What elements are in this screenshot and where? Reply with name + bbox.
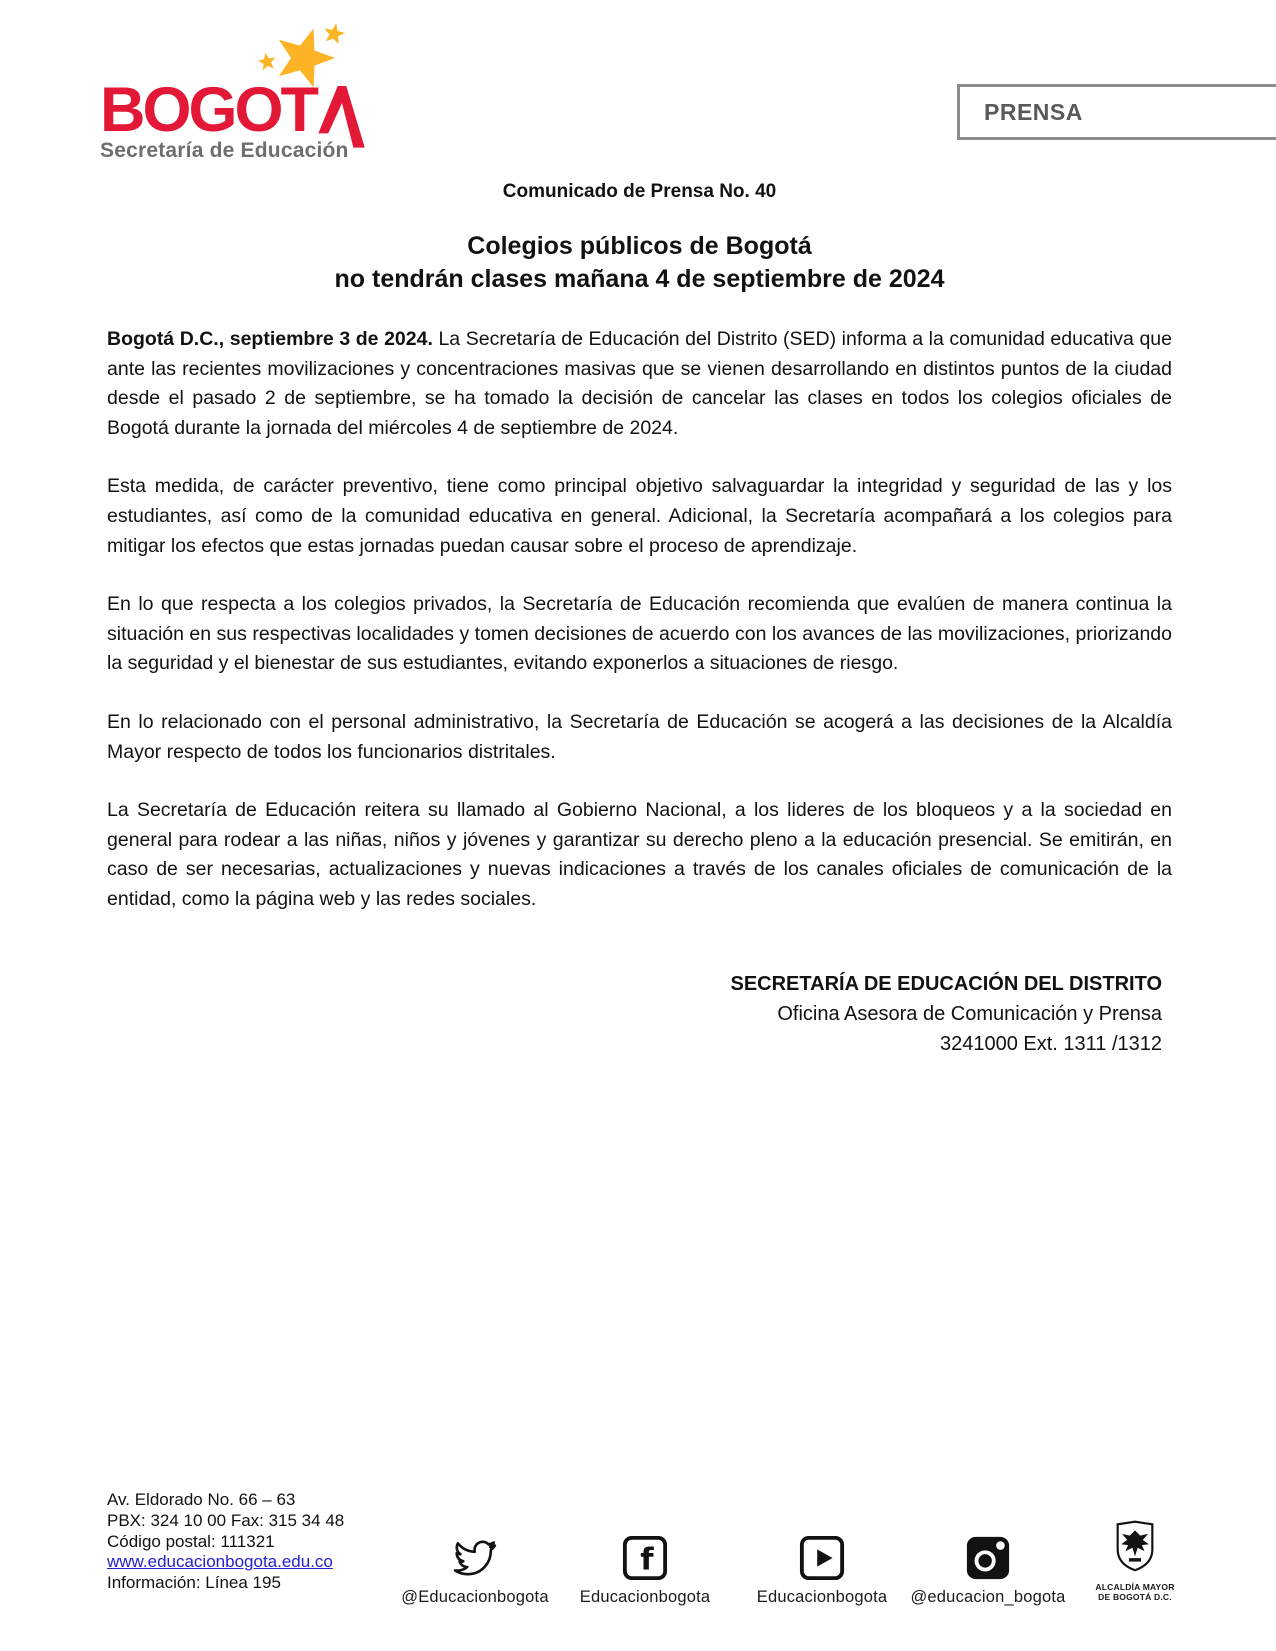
social-twitter [390,1535,560,1607]
headline-line1: Colegios públicos de Bogotá [467,232,812,260]
signature-office: Oficina Asesora de Comunicación y Prensa [777,1002,1162,1025]
alcaldia-caption-line1: ALCALDÍA MAYOR [1095,1582,1175,1592]
social-facebook [560,1535,730,1607]
paragraph-4: En lo relacionado con el personal administrativo, la Secretaría de Educación se acogerá a las decisiones de la Alcaldía Mayor respecto de todos los funcionarios distritales. [107,710,1172,763]
paragraph-3: En lo que respecta a los colegios privados, la Secretaría de Educación recomienda que evalúen de manera continua la situación en sus respectivas localidades y tomen decisiones de acuerdo con los avances de las movilizaciones, priorizando la seguridad y el bienestar de sus estudiantes, evitando exponerlos a situaciones de riesgo. [107,593,1172,675]
signature-phone: 3241000 Ext. 1311 /1312 [939,1032,1162,1055]
twitter-icon [449,1535,501,1581]
document-title: Comunicado de Prensa No. 40 [502,181,777,202]
logo-peak-icon [318,86,366,150]
facebook-handle: Educacionbogota [579,1588,711,1606]
youtube-icon [799,1535,845,1581]
paragraph-1 [107,325,1172,443]
logo-wordmark-text: BOGOT [100,75,316,145]
address-line-phone: PBX: 324 10 00 Fax: 315 34 48 [107,1510,345,1530]
alcaldia-caption-line2: DE BOGOTÁ D.C. [1098,1592,1172,1602]
bogota-sed-logo [100,24,380,163]
social-instagram [903,1535,1073,1607]
website-link[interactable]: www.educacionbogota.edu.co [107,1552,333,1572]
paragraph-1-text: La Secretaría de Educación del Distrito (SED) informa a la comunidad educativa que ante las recientes movilizaciones y concentraciones masivas que se vienen desarrollando en distintos puntos de la ciudad desde el pasado 2 de septiembre, se ha tomado la decisión de cancelar las clases en todos los colegios oficiales de Bogotá durante la jornada del miércoles 4 de septiembre de 2024. [107,328,1172,439]
bogota-crest-icon [1114,1520,1156,1572]
alcaldia-caption [1095,1582,1174,1602]
instagram-handle: @educacion_bogota [910,1588,1066,1606]
press-stamp-label: PRENSA [984,98,1083,125]
address-line-info: Información: Línea 195 [107,1573,281,1593]
twitter-handle: @Educacionbogota [401,1588,549,1606]
social-youtube [737,1535,907,1607]
signature-block [107,969,1172,1059]
headline [107,230,1172,296]
facebook-icon [622,1535,668,1581]
headline-line2: no tendrán clases mañana 4 de septiembre de 2024 [334,265,945,293]
paragraph-1-dateline: Bogotá D.C., septiembre 3 de 2024. [107,328,433,350]
footer-address-block [107,1490,344,1594]
press-stamp-box [957,84,1276,140]
signature-entity: SECRETARÍA DE EDUCACIÓN DEL DISTRITO [730,972,1162,995]
instagram-icon [965,1535,1011,1581]
logo-subtitle: Secretaría de Educación [100,139,349,162]
logo-wordmark [100,74,380,146]
body-text [107,325,1172,915]
paragraph-5: La Secretaría de Educación reitera su llamado al Gobierno Nacional, a los lideres de los bloqueos y a la sociedad en general para rodear a las niñas, niños y jóvenes y garantizar su derecho pleno a la educación presencial. Se emitirán, en caso de ser necesarias, actualizaciones y nuevas indicaciones a través de los canales oficiales de comunicación de la entidad, como la página web y las redes sociales. [107,799,1172,910]
address-line-postal: Código postal: 111321 [107,1531,275,1551]
svg-text:f: f [640,1542,654,1578]
paragraph-2: Esta medida, de carácter preventivo, tiene como principal objetivo salvaguardar la integridad y seguridad de las y los estudiantes, así como de la comunidad educativa en general. Adicional, la Secretaría acompañará a los colegios para mitigar los efectos que estas jornadas puedan causar sobre el proceso de aprendizaje. [107,475,1172,557]
alcaldia-seal [1050,1520,1220,1602]
youtube-handle: Educacionbogota [756,1588,888,1606]
address-line-street: Av. Eldorado No. 66 – 63 [107,1490,296,1510]
